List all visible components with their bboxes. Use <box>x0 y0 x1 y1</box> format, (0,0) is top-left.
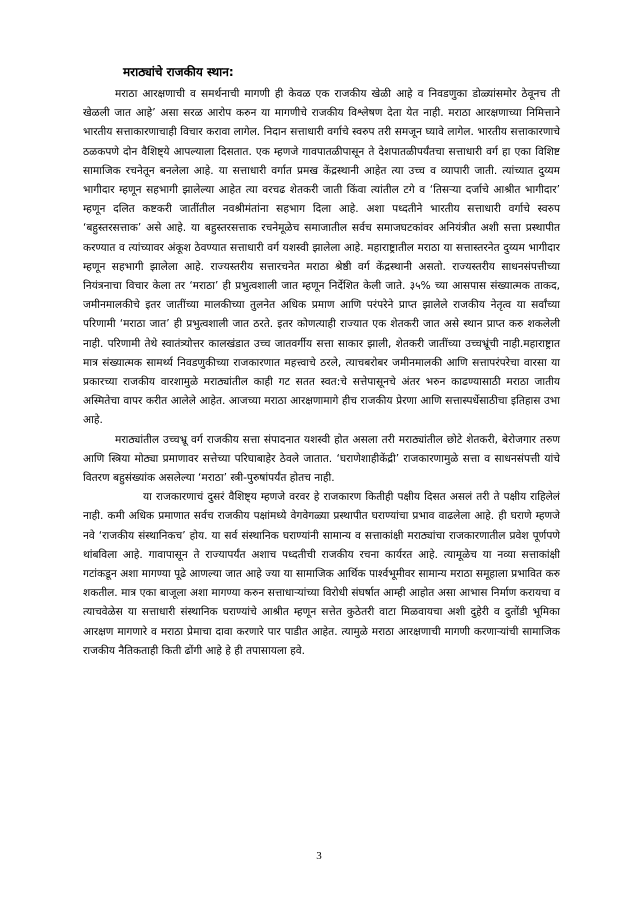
paragraph-1: मराठा आरक्षणाची व समर्थनाची मागणी ही केवळ एक राजकीय खेळी आहे व निवडणुका डोळ्यांसमोर ठेवूनच ती खेळली जात आहे’ असा सरळ आरोप करुन या मागणीचे राजकीय विश्लेषण देता येत नाही. मराठा आरक्षणाच्या निमित्ताने भारतीय सत्ताकारणाचाही विचार करावा लागेल. निदान सत्ताधारी वर्गाचे स्वरुप तरी समजून घ्यावे लागेल. भारतीय सत्ताकारणाचे ठळकपणे दोन वैशिष्ट्ये आपल्याला दिसतात. एक म्हणजे गावपातळीपासून ते देशपातळीपर्यंतचा सत्ताधारी वर्ग हा एका विशिष्ट सामाजिक रचनेतून बनलेला आहे. या सत्ताधारी वर्गात प्रमख केंद्रस्थानी आहेत त्या उच्च व व्यापारी जाती. त्यांच्यात दुय्यम भागीदार म्हणून सहभागी झालेल्या आहेत त्या वरचढ शेतकरी जाती किंवा त्यांतील टगे व ‘तिसऱ्या दर्जाचे आश्रीत भागीदार’ म्हणून दलित कष्टकरी जातींतील नवश्रीमंतांना सहभाग दिला आहे. अशा पध्दतीने भारतीय सत्ताधारी वर्गाचे स्वरुप ‘बहुस्तरसत्ताक’ असे आहे. या बहुस्तरसत्ताक रचनेमूळेच समाजातील सर्वच समाजघटकांवर अनियंत्रीत अशी सत्ता प्रस्थापीत करण्यात व त्यांच्यावर अंकूश ठेवण्यात सत्ताधारी वर्ग यशस्वी झालेला आहे. महाराष्ट्रातील मराठा या सत्तास्तरनेत दुय्यम भागीदार म्हणून सहभागी झालेला आहे. राज्यस्तरीय सत्तारचनेत मराठा श्रेष्ठी वर्ग केंद्रस्थानी असतो. राज्यस्तरीय साधनसंपत्तीच्या नियंत्रनाचा विचार केला तर ‘मराठा’ ही प्रभुत्वशाली जात म्हणून निर्देशित केली जाते. ३५% च्या आसपास संख्यात्मक ताकद, जमीनमालकीचे इतर जातींच्या मालकीच्या तुलनेत अधिक प्रमाण आणि परंपरेने प्राप्त झालेले राजकीय नेतृत्व या सर्वांच्या परिणामी ‘मराठा जात’ ही प्रभुत्वशाली जात ठरते. इतर कोणत्याही राज्यात एक शेतकरी जात असे स्थान प्राप्त करु शकलेली नाही. परिणामी तेथे स्वातंत्र्योत्तर कालखंडात उच्च जातवर्गीय सत्ता साकार झाली, शेतकरी जातींच्या उच्चभ्रूंची नाही.महाराष्ट्रात मात्र संख्यात्मक सामर्थ्य निवडणुकीच्या राजकारणात महत्त्वाचे ठरले, त्याचबरोबर जमीनमालकी आणि सत्तापरंपरेचा वारसा या प्रकारच्या राजकीय वारशामुळे मराठ्यांतील काही गट सतत स्वत:चे सत्तेपासूनचे अंतर भरुन काढण्यासाठी मराठा जातीय अस्मितेचा वापर करीत आलेले आहेत. आजच्या मराठा आरक्षणामागे हीच राजकीय प्रेरणा आणि सत्तास्पर्धेसाठीचा इतिहास उभा आहे. <box>83 88 560 427</box>
page-number: 3 <box>316 850 322 862</box>
paragraph-3: या राजकारणाचं दुसरं वैशिष्ट्य म्हणजे वरवर हे राजकारण कितीही पक्षीय दिसत असलं तरी ते पक्षीय राहिलेलं नाही. कमी अधिक प्रमाणात सर्वच राजकीय पक्षांमध्ये वेगवेगळ्या प्रस्थापीत घराण्यांचा प्रभाव वाढलेला आहे. ही घराणे म्हणजे नवे ‘राजकीय संस्थानिकच’ होय. या सर्व संस्थानिक घराण्यांनी सामान्य व सत्ताकांक्षी मराठ्यांचा राजकारणातील प्रवेश पूर्णपणे थांबविला आहे. गावापासून ते राज्यापर्यंत अशाच पध्दतीची राजकीय रचना कार्यरत आहे. त्यामूळेच या नव्या सत्ताकांक्षी गटांकडून अशा मागण्या पूढे आणल्या जात आहे ज्या या सामाजिक आर्थिक पार्श्वभूमीवर सामान्य मराठा समूहाला प्रभावित करु शकतील. मात्र एका बाजूला अशा मागण्या करुन सत्ताधाऱ्यांच्या विरोधी संघर्षात आम्ही आहोत असा आभास निर्माण करायचा व त्याचवेळेस या सत्ताधारी संस्थानिक घराण्यांचे आश्रीत म्हणून सत्तेत कुठेतरी वाटा मिळवायचा अशी दुहेरी व दुतोंडी भूमिका आरक्षण मागणारे व मराठा प्रेमाचा दावा करणारे पार पाडीत आहेत. त्यामुळे मराठा आरक्षणाची मागणी करणाऱ्यांची सामाजिक राजकीय नैतिकताही किती ढोंगी आहे हे ही तपासायला हवे. <box>83 491 560 657</box>
paragraph-2: मराठ्यांतील उच्चभ्रू वर्ग राजकीय सत्ता संपादनात यशस्वी होत असला तरी मराठ्यांतील छोटे शेतकरी, बेरोजगार तरुण आणि स्त्रिया मोठ्या प्रमाणावर सत्तेच्या परिघाबाहेर ठेवले जातात. ‘घराणेशाहीकेंद्री’ राजकारणामुळे सत्ता व साधनसंपत्ती यांचे वितरण बहुसंख्यांक असलेल्या ‘मराठा’ स्त्री-पुरुषांपर्यंत होतच नाही. <box>83 433 560 485</box>
section-heading: मराठ्यांचे राजकीय स्थान: <box>123 65 234 79</box>
document-body <box>83 62 560 661</box>
